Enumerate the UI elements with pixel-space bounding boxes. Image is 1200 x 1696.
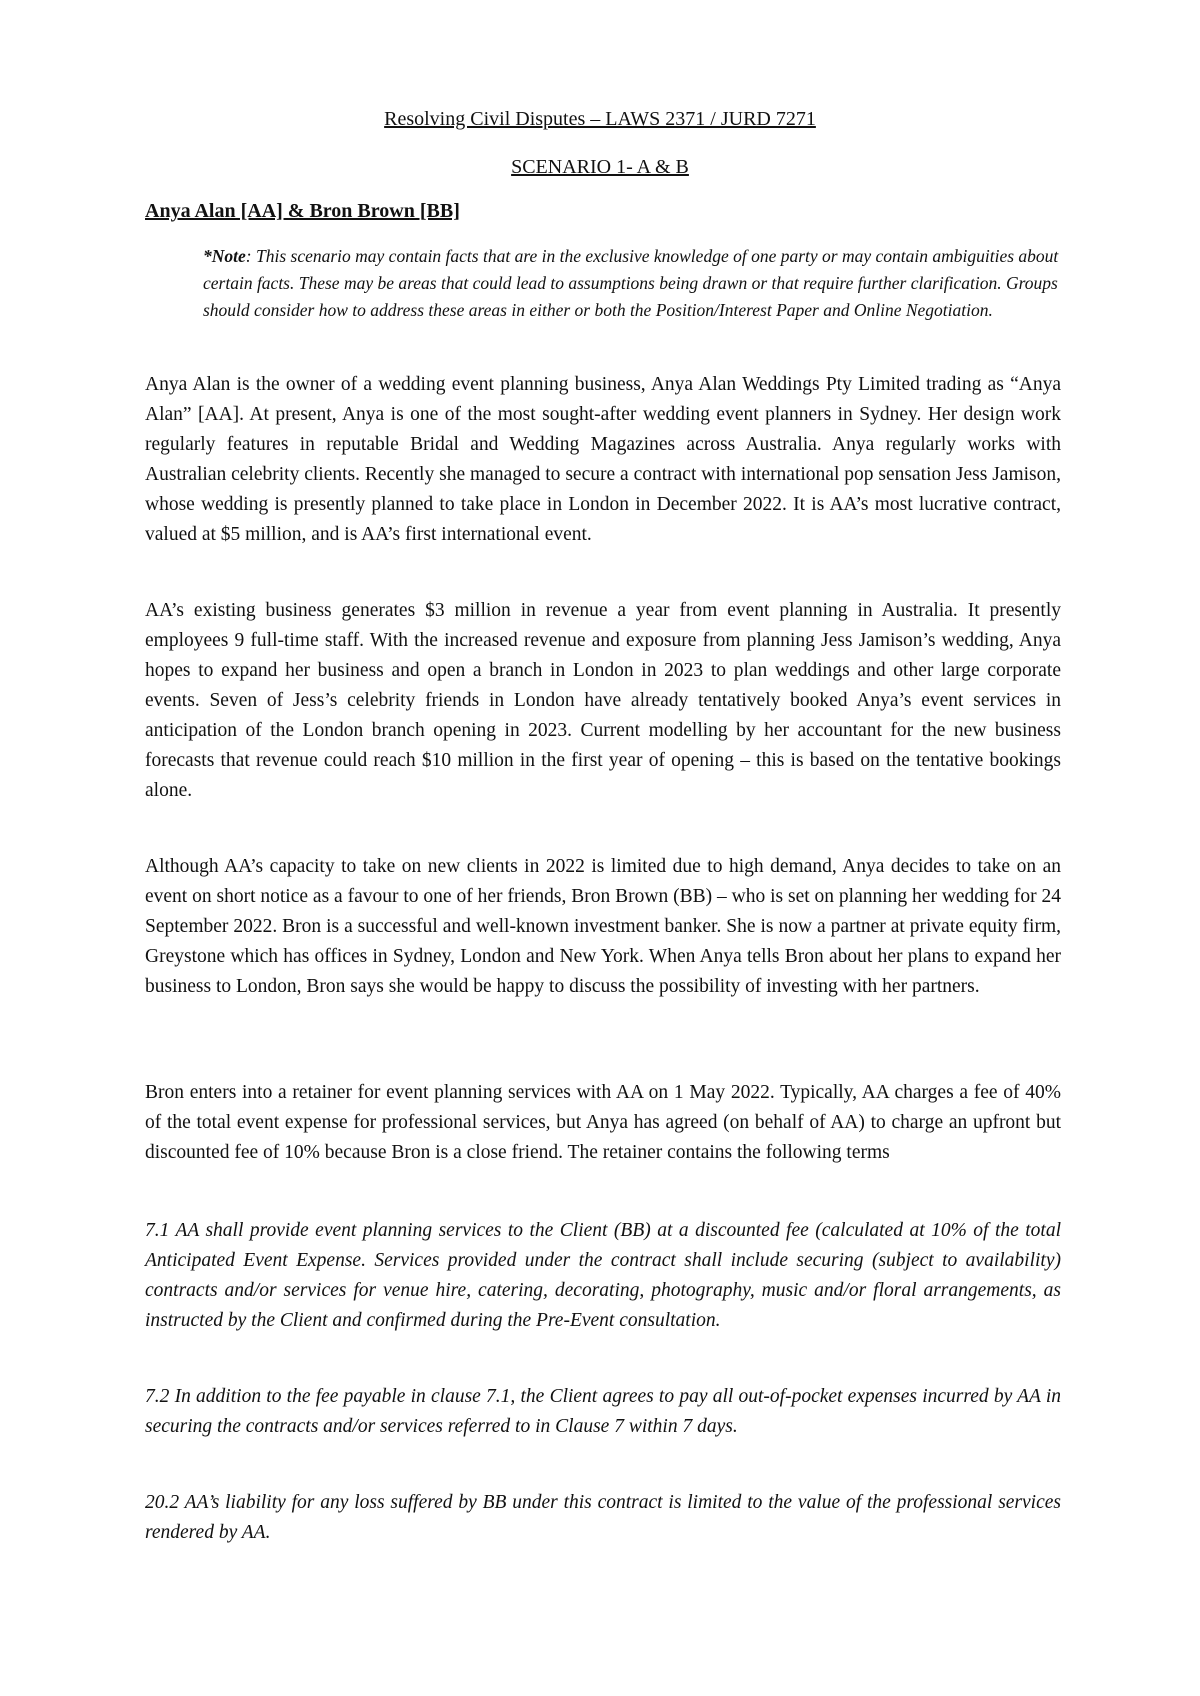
scenario-heading: SCENARIO 1- A & B	[511, 156, 689, 178]
paragraph-bron-event: Although AA’s capacity to take on new clients in 2022 is limited due to high demand, Anya decides to take on an event on short notice as a favour to one of her friends, Bron Brown (BB) – who is set on planning her wedding for 24 September 2022. Bron is a successful and well-known investment banker. She is now a partner at private equity firm, Greystone which has offices in Sydney, London and New York. When Anya tells Bron about her plans to expand her business to London, Bron says she would be happy to discuss the possibility of investing with her partners.	[145, 856, 1061, 997]
note-text: : This scenario may contain facts that are in the exclusive knowledge of one party or may contain ambiguities about certain facts. These may be areas that could lead to assumptions being drawn or that require further clarification. Groups should consider how to address these areas in either or both the Position/Interest Paper and Online Negotiation.	[203, 246, 1059, 320]
clause-20-2: 20.2 AA’s liability for any loss suffered by BB under this contract is limited to the value of the professional services rendered by AA.	[145, 1492, 1061, 1543]
clause-7-1: 7.1 AA shall provide event planning services to the Client (BB) at a discounted fee (calculated at 10% of the total Anticipated Event Expense. Services provided under the contract shall include securing (subject to availability) contracts and/or services for venue hire, catering, decorating, photography, music and/or floral arrangements, as instructed by the Client and confirmed during the Pre-Event consultation.	[145, 1220, 1061, 1331]
paragraph-business-expansion: AA’s existing business generates $3 million in revenue a year from event planning in Australia. It presently employees 9 full-time staff. With the increased revenue and exposure from planning Jess Jamison’s wedding, Anya hopes to expand her business and open a branch in London in 2023 to plan weddings and other large corporate events. Seven of Jess’s celebrity friends in London have already tentatively booked Anya’s event services in anticipation of the London branch opening in 2023. Current modelling by her accountant for the new business forecasts that revenue could reach $10 million in the first year of opening – this is based on the tentative bookings alone.	[145, 600, 1061, 801]
paragraph-retainer: Bron enters into a retainer for event planning services with AA on 1 May 2022. Typically, AA charges a fee of 40% of the total event expense for professional services, but Anya has agreed (on behalf of AA) to charge an upfront but discounted fee of 10% because Bron is a close friend. The retainer contains the following terms	[145, 1082, 1061, 1163]
document-title: Resolving Civil Disputes – LAWS 2371 / JURD 7271	[384, 108, 816, 130]
scenario-note	[203, 243, 1061, 324]
parties-heading: Anya Alan [AA] & Bron Brown [BB]	[145, 200, 460, 222]
paragraph-anya-background: Anya Alan is the owner of a wedding event planning business, Anya Alan Weddings Pty Limited trading as “Anya Alan” [AA]. At present, Anya is one of the most sought-after wedding event planners in Sydney. Her design work regularly features in reputable Bridal and Wedding Magazines across Australia. Anya regularly works with Australian celebrity clients. Recently she managed to secure a contract with international pop sensation Jess Jamison, whose wedding is presently planned to take place in London in December 2022. It is AA’s most lucrative contract, valued at $5 million, and is AA’s first international event.	[145, 374, 1061, 545]
note-label: *Note	[203, 246, 246, 266]
clause-7-2: 7.2 In addition to the fee payable in clause 7.1, the Client agrees to pay all out-of-pocket expenses incurred by AA in securing the contracts and/or services referred to in Clause 7 within 7 days.	[145, 1386, 1061, 1437]
